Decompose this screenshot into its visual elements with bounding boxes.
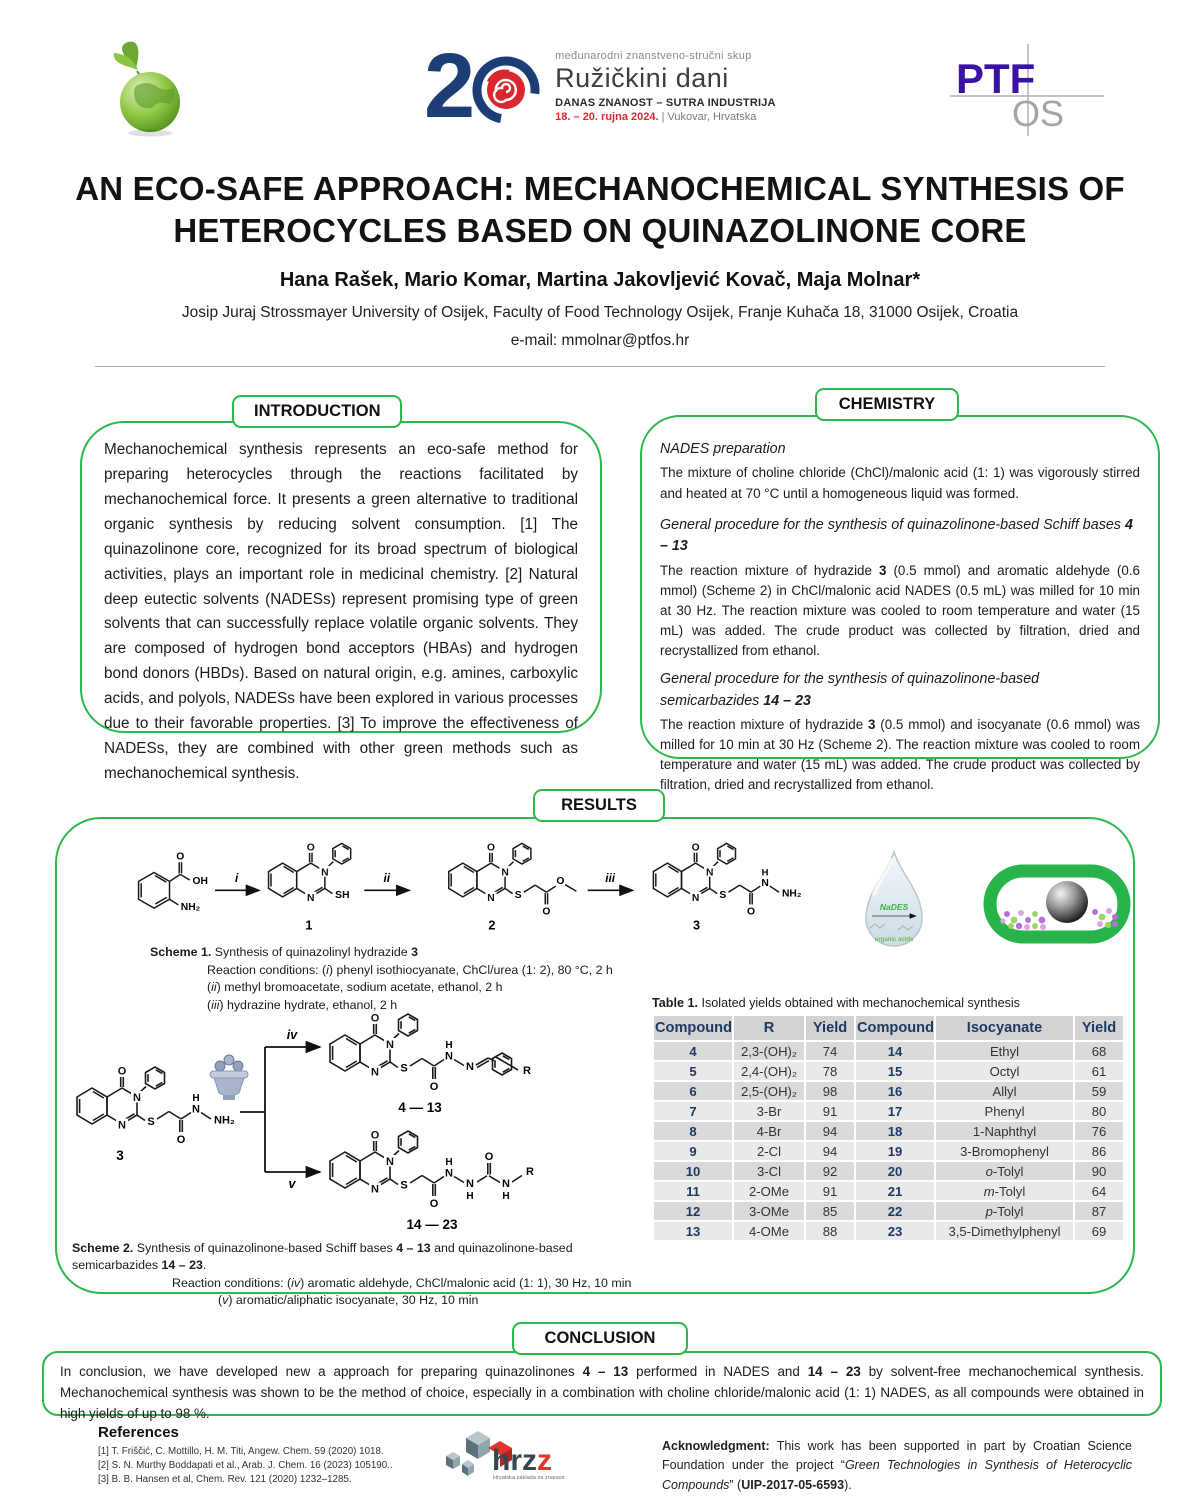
hrzz-logo — [440, 1426, 565, 1486]
atom-h: H — [466, 1191, 474, 1202]
poster-affiliation: Josip Juraj Strossmayer University of Osijek, Faculty of Food Technology Osijek, Franje Kuhača 18, 31000 Osijek, Croatia — [181, 304, 1019, 321]
chemistry-sub1-title — [660, 439, 1140, 460]
table-cell: 76 — [1075, 1122, 1123, 1140]
table-cell: 9 — [654, 1142, 732, 1160]
table-cell: 3-Bromophenyl — [936, 1142, 1073, 1160]
atom-s: S — [514, 889, 522, 901]
table-cell: 3-OMe — [734, 1202, 804, 1220]
text-segment: 3 — [411, 945, 418, 959]
atom-n: N — [466, 1178, 474, 1190]
poster-authors: Hana Rašek, Mario Komar, Martina Jakovljević Kovač, Maja Molnar* — [279, 269, 921, 291]
table-cell: 91 — [806, 1102, 854, 1120]
table-row — [654, 1222, 1123, 1240]
scheme2-caption — [72, 1240, 647, 1309]
atom-sh: SH — [335, 889, 350, 901]
scheme2-cond2 — [72, 1292, 647, 1309]
scheme2-drawing — [62, 997, 642, 1238]
table-cell: 91 — [806, 1182, 854, 1200]
references-heading: References — [98, 1424, 179, 1441]
table-row — [654, 1102, 1123, 1120]
scheme1-caption-line1 — [150, 944, 690, 962]
text-segment: ) aromatic aldehyde, ChCl/malonic acid (1: 1), 30 Hz, 10 min — [300, 1275, 632, 1290]
scheme1-cond1 — [150, 962, 690, 980]
table-cell: 14 — [856, 1042, 934, 1060]
text-segment: m — [983, 1183, 995, 1199]
table-cell: 17 — [856, 1102, 934, 1120]
atom-n: N — [761, 878, 769, 890]
references-block — [98, 1424, 428, 1487]
compound-2-label: 2 — [488, 918, 496, 933]
atom-s: S — [719, 889, 727, 901]
table-cell: Ethyl — [936, 1042, 1073, 1060]
ptfos-logo — [948, 40, 1108, 140]
text-segment: NADES preparation — [660, 441, 786, 457]
table-row — [654, 1082, 1123, 1100]
col-yield2: Yield — [1075, 1016, 1123, 1040]
atom-n: N — [445, 1167, 453, 1180]
table-cell: 12 — [654, 1202, 732, 1220]
table-cell: 18 — [856, 1122, 934, 1140]
conference-name: Ružičkini dani — [555, 63, 729, 93]
scheme2-caption-line1 — [72, 1240, 647, 1275]
text-segment: o — [985, 1163, 993, 1179]
ptf-text: PTF — [956, 55, 1036, 102]
text-segment: The reaction mixture of hydrazide — [660, 716, 869, 732]
atom-n: N — [466, 1061, 474, 1073]
table-cell: 7 — [654, 1102, 732, 1120]
text-segment: i — [326, 962, 329, 977]
table-cell: 10 — [654, 1162, 732, 1180]
table-cell: 2-Cl — [734, 1142, 804, 1160]
text-segment: ( — [207, 997, 212, 1012]
atom-s: S — [400, 1179, 408, 1192]
table-cell: 69 — [1075, 1222, 1123, 1240]
table-cell: 22 — [856, 1202, 934, 1220]
text-segment: General procedure for the synthesis of quinazolinone-based Schiff bases — [660, 516, 1125, 533]
table-cell: 74 — [806, 1042, 854, 1060]
svg-text:hrzz — [492, 1444, 552, 1477]
mortar-pestle-icon — [210, 1055, 248, 1100]
chemistry-sub3-body — [660, 715, 1140, 795]
col-isocyanate: Isocyanate — [936, 1016, 1073, 1040]
structure-products-4-13 — [330, 1013, 531, 1116]
text-segment: 4 – 13 — [660, 516, 1133, 555]
table-header-row — [654, 1016, 1123, 1040]
introduction-panel — [80, 421, 602, 782]
table-cell: 4-OMe — [734, 1222, 804, 1240]
text-segment: ). — [844, 1477, 852, 1492]
text-segment: Isolated yields obtained with mechanochemical synthesis — [697, 996, 1020, 1010]
text-segment: ) phenyl isothiocyanate, ChCl/urea (1: 2), 80 °C, 2 h — [328, 962, 613, 977]
table-cell: 2,4-(OH)₂ — [734, 1062, 804, 1080]
table-row — [654, 1142, 1123, 1160]
table-cell: 13 — [654, 1222, 732, 1240]
table-cell: 11 — [654, 1182, 732, 1200]
step-i-label: i — [235, 871, 239, 885]
text-segment: The mixture of choline chloride (ChCl)/malonic acid (1: 1) was vigorously stirred and heated at 70 °C until a homogeneous liquid was formed. — [660, 465, 1140, 501]
conference-place: | Vukovar, Hrvatska — [658, 111, 757, 123]
table-cell: 21 — [856, 1182, 934, 1200]
col-compound: Compound — [654, 1016, 732, 1040]
table-cell: 16 — [856, 1082, 934, 1100]
table-cell: 85 — [806, 1202, 854, 1220]
text-segment: (0.5 mmol) and isocyanate (0.6 mmol) was milled for 10 min at 30 Hz (Scheme 2). The reaction mixture was cooled to room temperature and water (15 mL) was added. The crude product was collected by filtration, dried and recrystallized from ethanol. — [660, 716, 1140, 793]
table-cell — [936, 1202, 1073, 1220]
eco-earth-logo — [106, 38, 190, 138]
nades-droplet-graphic — [858, 848, 930, 958]
atom-nh2: NH₂ — [180, 902, 201, 914]
compound-3-label: 3 — [693, 918, 701, 933]
table-cell: 4-Br — [734, 1122, 804, 1140]
table-cell: 59 — [1075, 1082, 1123, 1100]
reference-item: [1] T. Friščić, C. Mottillo, H. M. Titi, Angew. Chem. 59 (2020) 1018. — [98, 1446, 384, 1457]
compound-3-label: 3 — [116, 1148, 124, 1163]
atom-o: O — [746, 906, 756, 918]
text-segment: Reaction conditions: ( — [207, 962, 327, 977]
text-segment: Acknowledgment: — [662, 1439, 770, 1453]
text-segment: Table 1. — [652, 996, 698, 1010]
text-segment: 3 — [878, 562, 887, 578]
table-row — [654, 1042, 1123, 1060]
compound-1-label: 1 — [305, 918, 313, 933]
rose-zero-icon — [469, 52, 543, 132]
chemistry-panel — [640, 415, 1160, 793]
table-cell: 94 — [806, 1142, 854, 1160]
text-segment: -Tolyl — [994, 1183, 1026, 1199]
table-row — [654, 1122, 1123, 1140]
atom-h: H — [445, 1157, 453, 1168]
atom-n: N — [192, 1103, 200, 1116]
col-r: R — [734, 1016, 804, 1040]
text-segment: by solvent-free mechanochemical synthesis. Mechanochemical synthesis was shown to be the method of choice, especially in a combination with choline chloride/malonic acid (1: 1) NADES, as all compounds were obtained in high yields of up to 98 %. — [60, 1364, 1145, 1421]
table-cell: Allyl — [936, 1082, 1073, 1100]
conclusion-text — [44, 1353, 1160, 1424]
text-segment: and quinazolinone-based semicarbazides — [72, 1241, 573, 1273]
conclusion-panel — [42, 1351, 1162, 1421]
table-cell: 6 — [654, 1082, 732, 1100]
atom-o: O — [429, 1081, 439, 1093]
table-cell: 15 — [856, 1062, 934, 1080]
organic-acids-label: organic acids — [874, 937, 914, 943]
poster-title: AN ECO-SAFE APPROACH: MECHANOCHEMICAL SYNTHESIS OF HETEROCYCLES BASED ON QUINAZOLINONE CORE — [75, 170, 1125, 250]
table-cell: 5 — [654, 1062, 732, 1080]
text-segment: ( — [207, 980, 212, 995]
conference-date — [555, 111, 776, 123]
table-row — [654, 1062, 1123, 1080]
text-segment: Synthesis of quinazolinone-based Schiff bases — [133, 1241, 397, 1255]
col-yield: Yield — [806, 1016, 854, 1040]
text-segment: iv — [291, 1275, 301, 1290]
text-segment: Scheme 1. — [150, 945, 212, 959]
table-cell: 61 — [1075, 1062, 1123, 1080]
atom-s: S — [400, 1062, 408, 1075]
nades-label: NaDES — [879, 902, 909, 912]
table-cell: 8 — [654, 1122, 732, 1140]
reference-item: [3] B. B. Hansen et al, Chem. Rev. 121 (2020) 1232–1285. — [98, 1473, 352, 1485]
atom-h: H — [502, 1191, 510, 1202]
text-segment: ) hydrazine hydrate, ethanol, 2 h — [219, 997, 398, 1012]
text-segment: ( — [218, 1293, 223, 1308]
atom-h: H — [761, 867, 769, 878]
atom-o: O — [484, 1151, 494, 1163]
step-iv-label: iv — [286, 1028, 298, 1042]
conference-number: 2 — [424, 35, 472, 137]
introduction-badge: INTRODUCTION — [232, 395, 402, 428]
atom-o: O — [556, 876, 565, 888]
text-segment: ” ( — [729, 1477, 742, 1492]
text-segment: ) aromatic/aliphatic isocyanate, 30 Hz, 10 min — [228, 1293, 479, 1308]
table-cell: 23 — [856, 1222, 934, 1240]
conference-motto: DANAS ZNANOST – SUTRA INDUSTRIJA — [555, 97, 776, 109]
structure-compound-3 — [653, 842, 801, 932]
table-cell: 2,3-(OH)₂ — [734, 1042, 804, 1060]
structure-compound-2 — [449, 842, 577, 932]
hrzz-text: hrz — [492, 1444, 537, 1477]
text-segment: Green Technologies in Synthesis of Heterocyclic Compounds — [662, 1458, 1132, 1492]
text-segment: The reaction mixture of hydrazide — [660, 562, 879, 578]
text-segment: This work has been supported in part by Croatian Science Foundation under the project “ — [662, 1439, 1132, 1473]
chemistry-sub2-title — [660, 515, 1140, 558]
atom-s: S — [147, 1116, 155, 1128]
atom-r: R — [526, 1166, 534, 1178]
poster-email: e-mail: mmolnar@ptfos.hr — [510, 332, 690, 349]
introduction-text: Mechanochemical synthesis represents an eco-safe method for preparing heterocycles through the reactions facilitated by mechanochemical force. It presents a green alternative to traditional organic synthesis by reducing solvent consumption. [1] The quinazolinone core, recognized for its broad spectrum of biological activities, plays an important role in medicinal chemistry. [2] Natural deep eutectic solvents (NADESs) represent promising type of green solvents that can successfully replace volatile organic solvents. They are composed of hydrogen bond acceptors (HBAs) and hydrogen bond donors (HBDs). Based on natural origin, e.g. amines, carboxylic acids, and polyols, NADESs have been explored in various processes due to their favorable properties. [3] To improve the effectiveness of NADESs, they are combined with other green methods such as mechanochemical synthesis. — [104, 441, 578, 782]
text-segment: ii — [211, 980, 217, 995]
text-segment: ) methyl bromoacetate, sodium acetate, ethanol, 2 h — [216, 980, 503, 995]
text-segment: Reaction conditions: ( — [172, 1275, 292, 1290]
table-cell — [936, 1162, 1073, 1180]
table1-block — [652, 996, 1127, 1242]
text-segment: 14 – 23 — [807, 1364, 861, 1379]
structure-compound-3 — [77, 1066, 235, 1164]
table-cell: 87 — [1075, 1202, 1123, 1220]
table-cell: Phenyl — [936, 1102, 1073, 1120]
text-segment: 3 — [868, 716, 876, 732]
table-cell: Octyl — [936, 1062, 1073, 1080]
ball-mill-graphic — [983, 862, 1131, 948]
reference-item: [2] S. N. Murthy Boddapati et al., Arab. J. Chem. 16 (2023) 105190.. — [98, 1459, 393, 1471]
table-cell: 20 — [856, 1162, 934, 1180]
text-segment: -Tolyl — [992, 1203, 1024, 1219]
atom-nh2: NH₂ — [214, 1114, 235, 1127]
table-cell: 2,5-(OH)₂ — [734, 1082, 804, 1100]
text-segment: iii — [211, 997, 220, 1012]
products-14-23-label: 14 — 23 — [406, 1217, 458, 1232]
table-cell: 3-Br — [734, 1102, 804, 1120]
table-cell: 98 — [806, 1082, 854, 1100]
scheme1-cond2 — [150, 979, 690, 997]
table-cell: 68 — [1075, 1042, 1123, 1060]
table-row — [654, 1182, 1123, 1200]
text-segment: Scheme 2. — [72, 1241, 134, 1255]
atom-o: O — [176, 851, 185, 863]
text-segment: In conclusion, we have developed new a approach for preparing quinazolinones — [60, 1364, 583, 1379]
step-v-label: v — [288, 1177, 296, 1191]
table-row — [654, 1162, 1123, 1180]
table-cell: 3,5-Dimethylphenyl — [936, 1222, 1073, 1240]
table-cell: 94 — [806, 1122, 854, 1140]
table-cell: 3-Cl — [734, 1162, 804, 1180]
atom-o: O — [542, 906, 551, 918]
table-cell: 64 — [1075, 1182, 1123, 1200]
table-cell: 88 — [806, 1222, 854, 1240]
text-segment: p — [985, 1203, 993, 1219]
products-4-13-label: 4 — 13 — [398, 1100, 442, 1115]
text-segment: General procedure for the synthesis of quinazolinone-based semicarbazides — [660, 671, 1040, 709]
table-cell: 2-OMe — [734, 1182, 804, 1200]
header-divider — [95, 366, 1105, 367]
text-segment: performed in NADES and — [628, 1364, 808, 1379]
hrzz-tagline: Hrvatska zaklada za znanost — [493, 1475, 565, 1481]
text-segment: v — [222, 1293, 229, 1308]
chemistry-sub2-body — [660, 561, 1140, 662]
table-cell — [936, 1182, 1073, 1200]
table-cell: 4 — [654, 1042, 732, 1060]
hrzz-red-z: z — [537, 1444, 552, 1477]
scheme2-cond1 — [72, 1275, 647, 1292]
text-segment: (0.5 mmol) and aromatic aldehyde (0.6 mmol) (Scheme 2) in ChCl/malonic acid NADES (0.5 mL) was milled for 10 min at 30 Hz. The reaction mixture was cooled to room temperature and water (15 mL) was added. The crude product was collected by filtration, dried and recrystallized from ethanol. — [660, 562, 1140, 658]
conference-logo — [424, 35, 776, 137]
text-segment: . — [202, 1258, 207, 1273]
table-row — [654, 1202, 1123, 1220]
text-segment: -Tolyl — [992, 1163, 1024, 1179]
conference-date-bold: 18. – 20. rujna 2024. — [555, 111, 659, 123]
atom-h: H — [445, 1040, 453, 1051]
structure-compound-1 — [269, 842, 351, 932]
table-cell: 86 — [1075, 1142, 1123, 1160]
os-text: OS — [1012, 93, 1065, 134]
table-cell: 19 — [856, 1142, 934, 1160]
text-segment: UIP-2017-05-6593 — [741, 1477, 845, 1492]
mill-ball — [1046, 881, 1088, 923]
table-cell: 78 — [806, 1062, 854, 1080]
acknowledgment-text — [662, 1437, 1132, 1495]
table-cell: 90 — [1075, 1162, 1123, 1180]
table1-caption — [652, 996, 1127, 1010]
table-cell: 1-Naphthyl — [936, 1122, 1073, 1140]
atom-r: R — [523, 1065, 531, 1077]
chemistry-badge: CHEMISTRY — [815, 388, 959, 421]
step-ii-label: ii — [383, 871, 391, 885]
yields-table — [652, 1014, 1125, 1242]
atom-n: N — [445, 1050, 453, 1063]
text-segment: 14 – 23 — [763, 692, 811, 709]
chemistry-sub1-body — [660, 463, 1140, 503]
atom-n: N — [502, 1178, 510, 1190]
conference-subtitle: međunarodni znanstveno-stručni skup — [555, 50, 752, 62]
table-cell: 80 — [1075, 1102, 1123, 1120]
structure-anthranilic-acid — [139, 851, 208, 913]
text-segment: 4 – 13 — [582, 1364, 629, 1379]
step-iii-label: iii — [605, 871, 616, 885]
text-segment: Synthesis of quinazolinyl hydrazide — [211, 945, 412, 959]
results-badge: RESULTS — [533, 789, 665, 822]
table-cell: 92 — [806, 1162, 854, 1180]
text-segment: 14 – 23 — [161, 1258, 203, 1273]
col-compound2: Compound — [856, 1016, 934, 1040]
atom-h: H — [192, 1093, 200, 1104]
conclusion-badge: CONCLUSION — [512, 1322, 688, 1355]
structure-products-14-23 — [330, 1130, 534, 1233]
text-segment: 4 – 13 — [396, 1241, 431, 1255]
atom-o: O — [176, 1134, 186, 1146]
scheme1-drawing — [118, 834, 818, 941]
atom-oh: OH — [192, 876, 208, 888]
chemistry-sub3-title — [660, 669, 1140, 712]
atom-nh2: NH₂ — [781, 888, 802, 900]
atom-o: O — [429, 1198, 439, 1210]
